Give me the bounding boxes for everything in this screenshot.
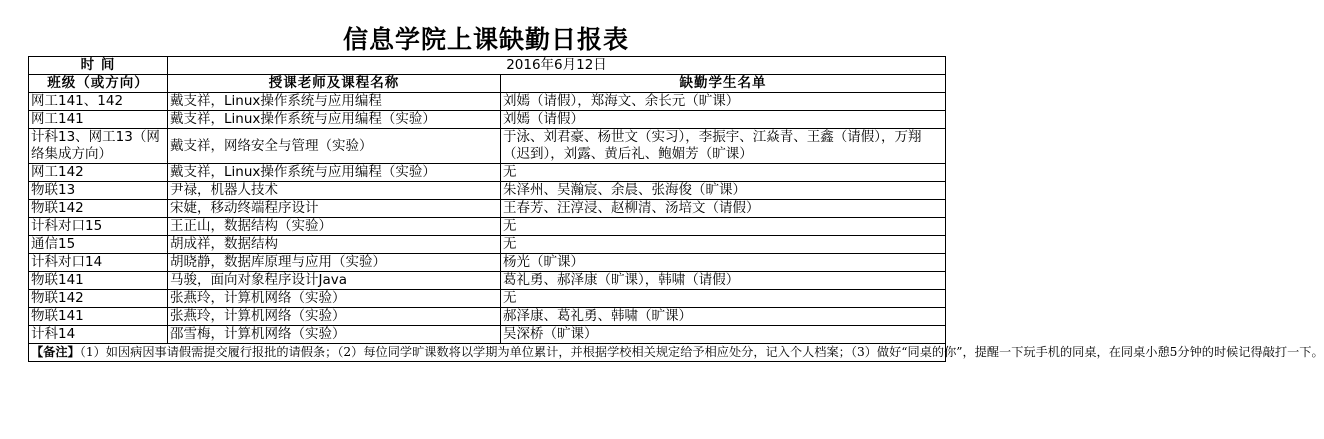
note-row — [29, 344, 946, 362]
teacher-course-cell: 胡成祥，数据结构 — [168, 236, 501, 254]
class-cell: 计科14 — [29, 326, 168, 344]
absent-cell: 葛礼勇、郝泽康（旷课），韩啸（请假） — [501, 272, 946, 290]
absent-cell: 无 — [501, 218, 946, 236]
class-cell: 计科对口15 — [29, 218, 168, 236]
table-row — [29, 111, 946, 129]
teacher-course-cell: 马骏，面向对象程序设计Java — [168, 272, 501, 290]
table-row — [29, 182, 946, 200]
teacher-course-cell: 邵雪梅，计算机网络（实验） — [168, 326, 501, 344]
absent-column-header: 缺勤学生名单 — [501, 75, 946, 93]
class-cell: 网工142 — [29, 164, 168, 182]
teacher-course-column-header: 授课老师及课程名称 — [168, 75, 501, 93]
table-row — [29, 326, 946, 344]
class-cell: 物联13 — [29, 182, 168, 200]
absent-cell: 无 — [501, 236, 946, 254]
table-row — [29, 200, 946, 218]
class-cell: 通信15 — [29, 236, 168, 254]
table-row — [29, 308, 946, 326]
absence-table — [28, 56, 1324, 362]
class-cell: 网工141、142 — [29, 93, 168, 111]
absent-cell: 朱泽州、吴瀚宸、余晨、张海俊（旷课） — [501, 182, 946, 200]
absent-cell: 吴深桥（旷课） — [501, 326, 946, 344]
table-row — [29, 272, 946, 290]
teacher-course-cell: 王正山，数据结构（实验） — [168, 218, 501, 236]
teacher-course-cell: 胡晓静，数据库原理与应用（实验） — [168, 254, 501, 272]
teacher-course-cell: 戴支祥，Linux操作系统与应用编程（实验） — [168, 111, 501, 129]
teacher-course-cell: 尹禄，机器人技术 — [168, 182, 501, 200]
absent-cell: 郝泽康、葛礼勇、韩啸（旷课） — [501, 308, 946, 326]
table-row — [29, 93, 946, 111]
class-cell: 物联142 — [29, 290, 168, 308]
table-row — [29, 218, 946, 236]
note-cell — [29, 344, 1324, 362]
teacher-course-cell: 戴支祥，网络安全与管理（实验） — [168, 129, 501, 164]
class-cell: 物联142 — [29, 200, 168, 218]
time-row — [29, 57, 946, 75]
teacher-course-cell: 宋婕，移动终端程序设计 — [168, 200, 501, 218]
table-row — [29, 129, 946, 164]
absent-cell: 刘嫣（请假） — [501, 111, 946, 129]
report-date: 2016年6月12日 — [168, 57, 946, 75]
note-label: 【备注】 — [31, 345, 80, 359]
class-cell: 物联141 — [29, 272, 168, 290]
time-label: 时 间 — [29, 57, 168, 75]
teacher-course-cell: 张燕玲，计算机网络（实验） — [168, 290, 501, 308]
class-cell: 网工141 — [29, 111, 168, 129]
class-cell: 计科13、网工13（网络集成方向） — [29, 129, 168, 164]
teacher-course-cell: 张燕玲，计算机网络（实验） — [168, 308, 501, 326]
teacher-course-cell: 戴支祥，Linux操作系统与应用编程 — [168, 93, 501, 111]
report-title: 信息学院上课缺勤日报表 — [342, 25, 629, 54]
table-row — [29, 254, 946, 272]
table-row — [29, 164, 946, 182]
class-cell: 计科对口14 — [29, 254, 168, 272]
teacher-course-cell: 戴支祥，Linux操作系统与应用编程（实验） — [168, 164, 501, 182]
table-row — [29, 236, 946, 254]
absent-cell: 无 — [501, 290, 946, 308]
absent-cell: 王春芳、汪淳浸、赵柳清、汤培文（请假） — [501, 200, 946, 218]
class-column-header: 班级（或方向） — [29, 75, 168, 93]
absent-cell: 于泳、刘君豪、杨世文（实习），李振宇、江焱青、王鑫（请假），万翔（迟到），刘露、黄后礼、鲍媚芳（旷课） — [501, 129, 946, 164]
table-row — [29, 290, 946, 308]
absent-cell: 刘嫣（请假），郑海文、余长元（旷课） — [501, 93, 946, 111]
absent-cell: 无 — [501, 164, 946, 182]
class-cell: 物联141 — [29, 308, 168, 326]
header-row — [29, 75, 946, 93]
note-text: （1）如因病因事请假需提交履行报批的请假条；（2）每位同学旷课数将以学期为单位累计，并根据学校相关规定给予相应处分，记入个人档案；（3）做好“同桌的你”，提醒一下玩手机的同桌，在同桌小憩5分钟的时候记得敲打一下。 — [79, 345, 1324, 359]
absent-cell: 杨光（旷课） — [501, 254, 946, 272]
